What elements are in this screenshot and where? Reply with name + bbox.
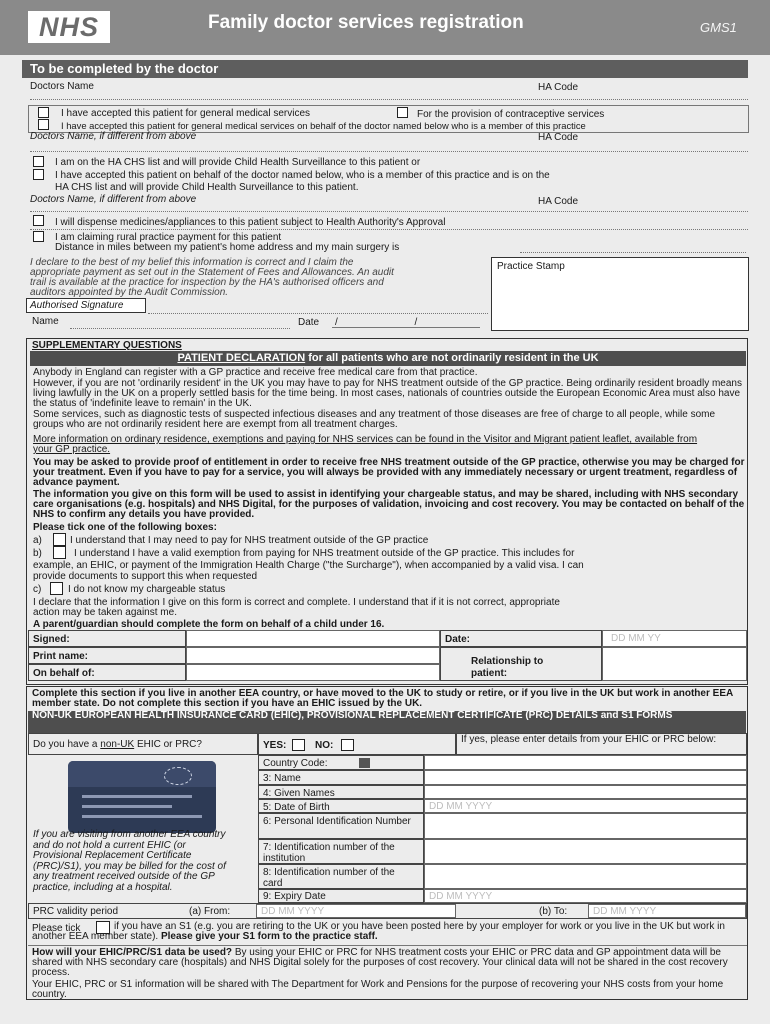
country-code-field[interactable] <box>424 755 747 770</box>
data-usage-text <box>32 948 744 979</box>
on-behalf-field[interactable] <box>186 664 440 681</box>
name-cell <box>258 770 424 785</box>
relationship-label-cell <box>440 647 602 681</box>
yes-label: YES: <box>263 740 287 751</box>
s1-tick-label: Please tick <box>32 923 81 934</box>
ehic-name-label: 3: Name <box>263 773 301 784</box>
given-names-field[interactable] <box>424 785 747 799</box>
data-usage-heading: How will your EHIC/PRC/S1 data be used? <box>32 947 233 958</box>
date-label: Date: <box>445 634 471 645</box>
form-title: Family doctor services registration <box>208 12 524 33</box>
dob-label: 5: Date of Birth <box>263 802 330 813</box>
ha-code-label: HA Code <box>538 82 579 93</box>
parent-guardian-note: A parent/guardian should complete the form on behalf of a child under 16. <box>33 619 385 630</box>
doctor-date-field[interactable] <box>332 327 480 328</box>
prc-from-label: (a) From: <box>189 906 231 917</box>
card-number-cell <box>258 864 424 889</box>
expiry-cell <box>258 889 424 903</box>
dispense-line <box>30 229 748 230</box>
prc-from-placeholder: DD MM YYYY <box>261 906 325 917</box>
dwp-sharing-text: Your EHIC, PRC or S1 information will be shared with The Department for Work and Pensions for the purpose of recovering your NHS costs from your home country. <box>32 979 724 1001</box>
given-names-label: 4: Given Names <box>263 788 335 799</box>
chs-behalf-checkbox[interactable] <box>33 169 44 180</box>
signed-label: Signed: <box>33 634 70 645</box>
institution-label: 7: Identification number of the institution <box>263 842 395 864</box>
patient-declaration-title: PATIENT DECLARATION <box>177 352 306 364</box>
patient-declare-1: I declare that the information I give on this form is correct and complete. I understand that if it is not correct, appropriate <box>33 597 560 608</box>
ehic-card-top <box>68 761 216 787</box>
doctors-name-line[interactable] <box>30 99 748 100</box>
s1-instruction: Please give your S1 form to the practice staff. <box>160 931 378 943</box>
option-c-letter: c) <box>33 584 42 595</box>
expiry-placeholder: DD MM YYYY <box>429 891 493 902</box>
accept-box-frame <box>28 105 749 133</box>
option-a-label: I understand that I may need to pay for NHS treatment outside of the GP practice <box>70 535 429 546</box>
expiry-label: 9: Expiry Date <box>263 891 326 902</box>
no-label: NO: <box>315 740 334 751</box>
practice-stamp-label: Practice Stamp <box>497 261 565 272</box>
print-name-field[interactable] <box>186 647 440 664</box>
doctor-declaration-4: auditors appointed by the Audit Commission. <box>30 287 229 298</box>
s1-divider <box>28 945 747 946</box>
doctors-name-different-label: Doctors Name, if different from above <box>30 131 197 142</box>
visitor-leaflet-link[interactable]: More information on ordinary residence, exemptions and paying for NHS services can be found in the Visitor and Migrant patient leaflet, available from your GP practice. <box>33 434 698 456</box>
signed-field[interactable] <box>186 630 440 647</box>
prc-from-field[interactable] <box>256 904 456 918</box>
patient-declaration-subtitle: for all patients who are not ordinarily resident in the UK <box>308 352 599 364</box>
pin-label: 6: Personal Identification Number <box>263 816 411 827</box>
option-b-label-1: I understand I have a valid exemption from paying for NHS treatment outside of the GP practice. This includes for <box>74 548 575 559</box>
ehic-question-pre: Do you have a <box>33 739 101 750</box>
ehic-question-link: non-UK <box>100 739 135 750</box>
chs-behalf-label-2: HA CHS list and will provide Child Health Surveillance to this patient. <box>55 182 359 193</box>
card-number-field[interactable] <box>424 864 747 889</box>
ehic-card-stripe-2 <box>82 805 172 808</box>
if-yes-cell <box>456 733 747 755</box>
ehic-question-cell <box>28 733 258 755</box>
no-checkbox[interactable] <box>341 739 354 751</box>
chs-behalf-label-1: I have accepted this patient on behalf of the doctor named below, who is a member of this practice and is on the <box>55 170 550 181</box>
ehic-name-field[interactable] <box>424 770 747 785</box>
option-c-label: I do not know my chargeable status <box>68 584 226 595</box>
rural-label: I am claiming rural practice payment for this patient <box>55 232 282 243</box>
relationship-field[interactable] <box>602 647 747 681</box>
doctor-name-line[interactable] <box>70 328 290 329</box>
eu-stars-icon <box>164 767 192 785</box>
date-field-placeholder: DD MM YY <box>611 633 661 644</box>
contraceptive-label: For the provision of contraceptive services <box>417 109 605 120</box>
doctor-date-label: Date <box>298 317 320 328</box>
on-behalf-label: On behalf of: <box>33 668 95 679</box>
ehic-card-stripe-1 <box>82 795 192 798</box>
pin-field[interactable] <box>424 813 747 839</box>
declaration-p6: The information you give on this form will be used to assist in identifying your chargeable status, and may be shared, including with NHS secondary care organisations (e.g. hospitals) and NHS Digital, for the purposes of validation, invoicing and cost recovery. You may be contacted on behalf of the NHS to confirm any details you have provided. <box>33 489 745 521</box>
prc-to-field[interactable] <box>588 904 746 918</box>
tick-heading: Please tick one of the following boxes: <box>33 522 217 533</box>
yes-no-cell <box>258 733 456 755</box>
ha-code-label-2: HA Code <box>538 132 579 143</box>
relationship-label: Relationship to patient: <box>471 656 544 679</box>
ehic-bar: NON-UK EUROPEAN HEALTH INSURANCE CARD (EHIC), PROVISIONAL REPLACEMENT CERTIFICATE (PRC) DETAILS and S1 FORMS <box>28 711 746 733</box>
country-code-cell <box>258 755 424 770</box>
doctors-name-different-label-2: Doctors Name, if different from above <box>30 194 197 205</box>
institution-cell <box>258 839 424 864</box>
eu-flag-icon <box>359 758 370 768</box>
distance-label: Distance in miles between my patient's home address and my main surgery is <box>55 242 400 253</box>
date-field[interactable] <box>602 630 747 647</box>
expiry-field[interactable] <box>424 889 747 903</box>
ehic-card-stripe-3 <box>82 815 202 818</box>
option-a-checkbox[interactable] <box>53 533 66 546</box>
ehic-question <box>33 739 202 750</box>
doctors-name-different-line-2[interactable] <box>30 211 748 212</box>
doctors-name-label: Doctors Name <box>30 81 94 92</box>
doctor-declaration-2: appropriate payment as set out in the Statement of Fees and Allowances. An audit <box>30 267 394 278</box>
option-c-checkbox[interactable] <box>50 582 63 595</box>
option-b-label-3: provide documents to support this when requested <box>33 571 258 582</box>
card-number-label: 8: Identification number of the card <box>263 867 395 889</box>
chs-list-label: I am on the HA CHS list and will provide Child Health Surveillance to this patient or <box>55 157 421 168</box>
ehic-card-image <box>68 761 216 833</box>
distance-field[interactable] <box>520 252 746 253</box>
dispense-label: I will dispense medicines/appliances to this patient subject to Health Authority's Approval <box>55 217 446 228</box>
accept-general-label: I have accepted this patient for general medical services <box>61 108 311 119</box>
print-name-label: Print name: <box>33 651 89 662</box>
signed-label-cell <box>28 630 186 647</box>
ehic-question-post: EHIC or PRC? <box>134 739 202 750</box>
yes-checkbox[interactable] <box>292 739 305 751</box>
doctor-declaration-1: I declare to the best of my belief this information is correct and I claim the <box>30 257 354 268</box>
option-a-letter: a) <box>33 535 42 546</box>
dob-cell <box>258 799 424 813</box>
declaration-p3: Some services, such as diagnostic tests of suspected infectious diseases and any treatment of those diseases are free of charge to all people, while some groups who are not ordinarily resident here are exempt from all treatment charges. <box>33 409 716 431</box>
given-names-cell <box>258 785 424 799</box>
doctor-section-band: To be completed by the doctor <box>22 60 748 78</box>
form-code: GMS1 <box>700 20 737 35</box>
doctor-date-separators: / / <box>335 317 455 328</box>
doctors-name-different-line[interactable] <box>30 151 748 152</box>
on-behalf-label-cell <box>28 664 186 681</box>
option-b-letter: b) <box>33 548 42 559</box>
prc-to-placeholder: DD MM YYYY <box>593 906 657 917</box>
data-usage-body: By using your EHIC or PRC for NHS treatment costs your EHIC or PRC data and GP appointment data will be shared with NHS secondary care (hospitals) and NHS Digital solely for the purposes of cost recovery. Your clinical data will not be shared in the cost recovery process. <box>32 947 728 979</box>
date-label-cell <box>440 630 602 647</box>
ehic-intro: Complete this section if you live in another EEA country, or have moved to the UK to study or retire, or if you live in the UK but work in another EEA member state. Do not complete this section if you have an EHIC issued by the UK. <box>32 688 733 710</box>
patient-declaration-bar <box>30 351 746 366</box>
s1-text-body: if you have an S1 (e.g. you are retiring to the UK or you have been posted here by your employer for work or you live in the UK but work in another EEA member state). <box>32 921 725 943</box>
accept-behalf-label: I have accepted this patient for general medical services on behalf of the doctor named below who is a member of this practice <box>61 120 586 131</box>
dob-placeholder: DD MM YYYY <box>429 801 493 812</box>
s1-text <box>32 922 744 942</box>
institution-field[interactable] <box>424 839 747 864</box>
print-name-label-cell <box>28 647 186 664</box>
pin-cell <box>258 813 424 839</box>
visiting-note: If you are visiting from another EEA country and do not hold a current EHIC (or Provisional Replacement Certificate (PRC)/S1), you may be billed for the cost of any treatment received outside of the GP practice, including at a hospital. <box>33 829 226 893</box>
if-yes-label: If yes, please enter details from your EHIC or PRC below: <box>461 734 717 745</box>
signature-line[interactable] <box>148 313 488 314</box>
prc-validity-label: PRC validity period <box>33 906 119 917</box>
authorised-signature-label: Authorised Signature <box>30 300 124 311</box>
nhs-logo: NHS <box>28 11 110 43</box>
chs-list-checkbox[interactable] <box>33 156 44 167</box>
prc-to-label: (b) To: <box>539 906 568 917</box>
rural-checkbox[interactable] <box>33 231 44 242</box>
declaration-p5: You may be asked to provide proof of entitlement in order to receive free NHS treatment outside of the GP practice, otherwise you may be charged for your treatment. Even if you have to pay for a service, you will always be provided with any immediately necessary or urgent treatment, regardless of advance payment. <box>33 457 745 489</box>
dispense-checkbox[interactable] <box>33 215 44 226</box>
option-b-checkbox[interactable] <box>53 546 66 559</box>
doctor-name-label: Name <box>32 316 59 327</box>
ha-code-label-3: HA Code <box>538 196 579 207</box>
patient-declare-2: action may be taken against me. <box>33 607 177 618</box>
option-b-label-2: example, an EHIC, or payment of the Immigration Health Charge ("the Surcharge"), when accompanied by a valid visa. I can <box>33 560 584 571</box>
declaration-p2: However, if you are not 'ordinarily resident' in the UK you may have to pay for NHS treatment outside of the GP practice. Being ordinarily resident broadly means living lawfully in the UK on a properly settled basis for the time being. In most cases, nationals of countries outside the European Economic Area must also have the status of 'indefinite leave to remain' in the UK. <box>33 378 742 410</box>
supplementary-heading: SUPPLEMENTARY QUESTIONS <box>32 340 182 351</box>
declaration-p1: Anybody in England can register with a GP practice and receive free medical care from that practice. <box>33 367 478 378</box>
dob-field[interactable] <box>424 799 747 813</box>
country-code-label: Country Code: <box>263 758 328 769</box>
doctor-declaration-3: trail is available at the practice for inspection by the HA's authorised officers and <box>30 277 384 288</box>
